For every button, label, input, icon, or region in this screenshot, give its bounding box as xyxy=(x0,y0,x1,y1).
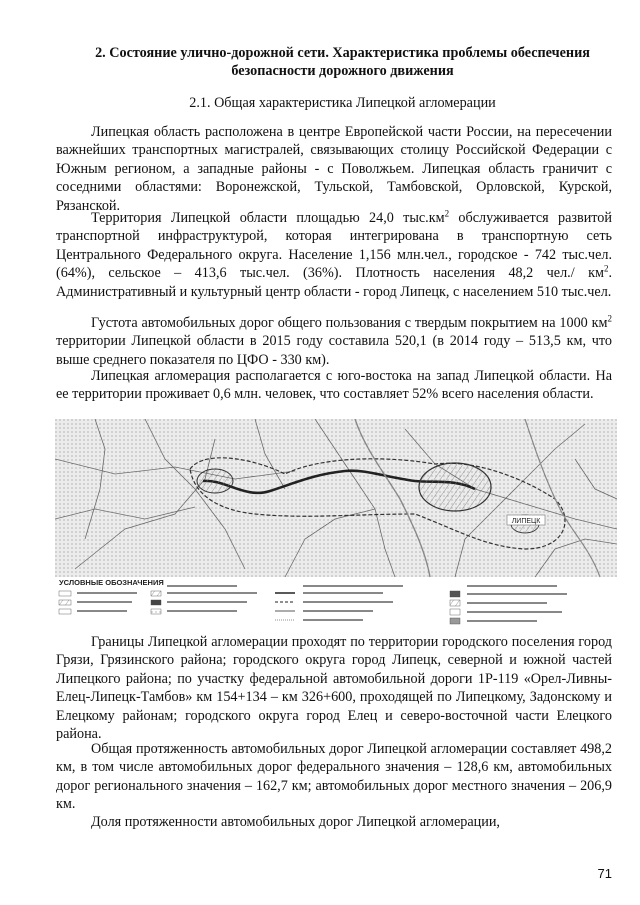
map-city-label: ЛИПЕЦК xyxy=(511,518,541,525)
agglomeration-map-figure xyxy=(55,419,617,629)
superscript-density-unit: 2 xyxy=(603,263,609,274)
paragraph-road-density-part1: Густота автомобильных дорог общего пользования с твердым покрытием на 1000 км xyxy=(91,315,608,331)
section-heading xyxy=(70,44,615,80)
paragraph-road-share: Доля протяженности автомобильных дорог Липецкой агломерации, xyxy=(91,814,500,830)
paragraph-road-length: Общая протяженность автомобильных дорог Липецкой агломерации составляет 498,2 км, в том числе автомобильных дорог федерального значения – 128,6 км, автомобильных дорог регионального значения – 162,7 км; автомобильных дорог местного значения – 206,9 км. xyxy=(56,741,612,813)
paragraph-territory-part2: обслуживается развитой транспортной инфраструктурой, которая интегрирована в транспортную сеть Центрального Федерального округа. Население 1,156 млн.чел., городское - 742 тыс.чел. (64%), сельское – 413,6 тыс.чел. (36%). Плотность населения 48,2 чел./ км xyxy=(56,210,612,282)
paragraph-territory-part3: . Административный и культурный центр области - город Липецк, с населением 510 тыс.чел. xyxy=(56,265,612,300)
section-heading-line1: 2. Состояние улично-дорожной сети. Характеристика проблемы обеспечения xyxy=(95,45,590,61)
paragraph-road-density-part2: территории Липецкой области в 2015 году составила 520,1 (в 2014 году – 513,5 км, что выше среднего показателя по ЦФО - 330 км). xyxy=(56,333,612,368)
paragraph-agglomeration: Липецкая агломерация располагается с юго-востока на запад Липецкой области. На ее территории проживает 0,6 млн. человек, что составляет 52% всего населения области. xyxy=(56,368,612,403)
superscript-area-unit: 2 xyxy=(444,208,450,219)
paragraph-location: Липецкая область расположена в центре Европейской части России, на пересечении важнейших транспортных магистралей, связывающих столицу Российской Федерации с Южным регионом, а западные районы - с Поволжьем. Липецкая область граничит с соседними областями: Воронежской, Тульской, Тамбовской, Орловской, Курской, Рязанской. xyxy=(56,124,612,214)
page-number: 71 xyxy=(597,866,612,881)
superscript-km2: 2 xyxy=(607,313,612,324)
paragraph-boundaries: Границы Липецкой агломерации проходят по территории городского поселения город Грязи, Грязинского района; городского округа город Липецк, северной и южной частей Липецкого района; по участку федеральной автомобильной дороги 1Р-119 «Орел-Ливны-Елец-Липецк-Тамбов» км 154+134 – км 326+600, проходящей по Липецкому, Задонскому и Елецкому районам; городского округа город Елец и северо-восточной части Елецкого района. xyxy=(56,634,612,743)
paragraph-road-density xyxy=(56,314,612,369)
paragraph-territory-part1: Территория Липецкой области площадью 24,0 тыс.км xyxy=(91,210,445,226)
paragraph-territory xyxy=(56,209,612,301)
subsection-heading: 2.1. Общая характеристика Липецкой агломерации xyxy=(189,95,496,111)
city-yelets-area xyxy=(197,469,233,493)
city-lipetsk-area xyxy=(419,463,491,511)
agglomeration-map xyxy=(55,419,617,629)
legend-title: УСЛОВНЫЕ ОБОЗНАЧЕНИЯ xyxy=(59,578,164,587)
section-heading-line2: безопасности дорожного движения xyxy=(231,63,454,79)
legend-block xyxy=(59,585,567,624)
